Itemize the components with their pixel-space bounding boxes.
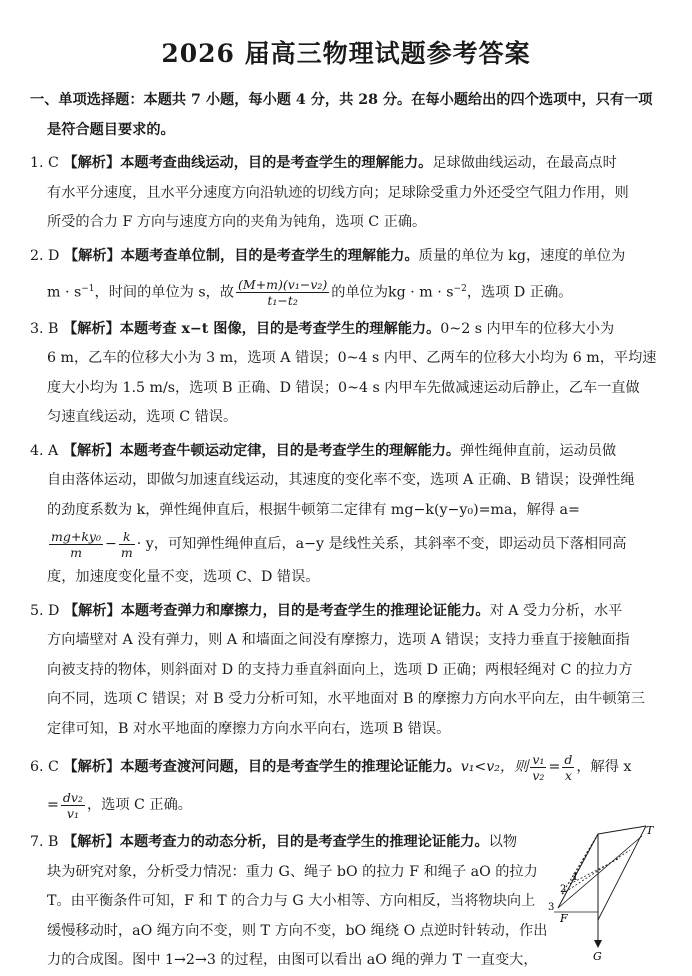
label-2: 2 [560,884,567,896]
label-1: 1 [572,872,579,884]
answer-2-fraction [236,277,329,308]
gravity-arrow [594,940,602,948]
answer-5-line3: 向被支持的物体，则斜面对 D 的支持力垂直斜面向上，选项 D 正确；两根轻绳对 C 的拉力方 [47,661,633,678]
answer-3-number: 3. B [30,320,59,337]
answer-2-unit-a: m · s [47,284,82,301]
label-3: 3 [548,902,555,914]
answer-3-topic: 本题考查 x−t 图像，目的是考查学生的理解能力。 [119,320,441,337]
answer-6-fraction-2-num: d [564,751,573,767]
answer-6-fraction-2-den: x [564,767,572,783]
answer-1-line1: 足球做曲线运动，在最高点时 [432,155,617,171]
answer-6-fraction-3-num: dv₂ [62,789,83,805]
answer-4-fraction-1-num: mg+ky₀ [51,528,101,544]
resultant-line [598,826,646,920]
parallel-line-3 [558,836,642,908]
answer-7-line1: 以物 [488,834,518,851]
answer-6-fraction-3 [61,790,85,821]
answer-5 [30,597,662,745]
answer-4-line1: 弹性绳伸直前，运动员做 [460,442,617,459]
answer-4-fraction-2-num: k [119,529,135,545]
answer-7-topic: 本题考查力的动态分析，目的是考查学生的推理论证能力。 [119,834,489,851]
answer-4-topic: 本题考查牛顿运动定律，目的是考查学生的理解能力。 [119,442,461,459]
answer-6-fraction-3-den: v₁ [66,805,79,821]
answer-5-line5: 定律可知，B 对水平地面的摩擦力方向水平向右，选项 B 错误。 [47,720,451,737]
answer-4-fraction-2 [119,529,135,560]
answer-7-tag: 【解析】 [63,834,120,851]
answer-5-tag: 【解析】 [63,602,121,619]
answer-3-tag: 【解析】 [63,320,120,337]
answer-2-exp-a: −1 [81,284,95,294]
answer-4-line4: · y，可知弹性绳伸直后，a−y 是线性关系，其斜率不变，即运动员下落相同高 [136,536,627,553]
answer-6-topic: 本题考查渡河问题，目的是考查学生的推理论证能力。 [120,759,461,776]
answer-6-equals-2: = [47,797,59,814]
label-T: T [646,824,654,838]
answer-2-text-b: ，时间的单位为 s，故 [94,284,235,301]
answer-6-fraction-1-num: v₁ [532,751,545,767]
answer-4-line2: 自由落体运动，即做匀加速直线运动，其速度的变化率不变，选项 A 正确、B 错误；设弹性绳 [47,472,635,489]
answer-5-line4: 向不同，选项 C 错误；对 B 受力分析可知，水平地面对 B 的摩擦力方向水平向左，由牛顿第三 [47,691,645,708]
answer-5-number: 5. D [30,602,60,619]
answer-6-text-c: ，选项 C 正确。 [86,797,192,814]
answer-2-fraction-num: (M+m)(v₁−v₂) [238,277,328,293]
answer-1-number: 1. C [30,155,59,171]
answer-3 [30,315,662,433]
answer-3-line2: 6 m，乙车的位移大小为 3 m，选项 A 错误；0~4 s 内甲、乙两车的位移大小均为 6 m，平均速 [47,350,657,367]
answer-2-text-d: ，选项 D 正确。 [466,284,573,301]
answer-7-line2: 块为研究对象，分析受力情况：重力 G、绳子 bO 的拉力 F 和绳子 aO 的拉力 [47,863,538,880]
answer-6-text-b: ，解得 x [576,759,632,776]
answer-3-line3: 度大小均为 1.5 m/s，选项 B 正确、D 错误；0~4 s 内甲车先做减速运动后静止，乙车一直做 [47,379,640,396]
answer-7 [30,824,662,976]
answer-4-line3: 的劲度系数为 k，弹性绳伸直后，根据牛顿第二定律有 mg−k(y−y₀)=ma，解得 a= [47,501,580,518]
answer-1-tag: 【解析】 [63,155,121,171]
answer-4 [30,437,662,593]
answer-2-fraction-den: t₁−t₂ [267,293,298,309]
answer-4-fraction-2-den: m [120,544,133,560]
force-diagram [548,824,658,964]
answer-5-line1: 对 A 受力分析，水平 [489,602,623,619]
answer-6-number: 6. C [30,759,59,776]
answer-3-line4: 匀速直线运动，选项 C 错误。 [47,409,238,426]
answer-4-fraction-1-den: m [70,544,82,560]
answer-4-line5: 度，加速度变化量不变，选项 C、D 错误。 [47,569,320,586]
answer-6-equals: = [548,759,561,776]
answer-4-minus: − [104,536,117,553]
page-title: 2026 届高三物理试题参考答案 [161,39,531,68]
answer-2-number: 2. D [30,247,60,264]
answer-6 [30,748,662,824]
force-F-line-3 [558,834,598,908]
section-heading-line2: 是符合题目要求的。 [47,121,175,138]
answer-1 [30,149,662,238]
answer-6-fraction-2 [562,752,574,783]
answer-2-tag: 【解析】 [63,247,121,264]
answer-4-tag: 【解析】 [62,442,120,459]
section-heading-line1: 一、单项选择题：本题共 7 小题，每小题 4 分，共 28 分。在每小题给出的四个选项中，只有一项 [30,92,653,108]
answer-2 [30,242,662,311]
answer-5-line2: 方向墙壁对 A 没有弹力，则 A 和墙面之间没有摩擦力，选项 A 错误；支持力垂直于接触面指 [47,632,630,649]
answer-2-topic: 本题考查单位制，目的是考查学生的理解能力。 [120,247,419,264]
answer-2-line1: 质量的单位为 kg，速度的单位为 [418,247,626,264]
tension-T-line [598,826,646,834]
answer-6-fraction-1-den: v₂ [532,767,545,783]
answer-4-number: 4. A [30,442,59,459]
label-F: F [560,912,568,926]
answer-2-exp-b: −2 [453,284,467,294]
section-heading [30,86,662,145]
answer-1-line3: 所受的合力 F 方向与速度方向的夹角为钝角，选项 C 正确。 [47,214,427,230]
label-G: G [593,950,602,964]
answer-6-text-a: v₁<v₂，则 [460,759,529,776]
answer-5-topic: 本题考查弹力和摩擦力，目的是考查学生的推理论证能力。 [120,602,490,619]
answer-1-topic: 本题考查曲线运动，目的是考查学生的理解能力。 [120,155,433,171]
answer-7-number: 7. B [30,834,59,851]
answer-7-line4: 缓慢移动时，aO 绳方向不变，则 T 方向不变，bO 绳绕 O 点逆时针转动，作出 [47,922,548,939]
answer-7-line5: 力的合成图。图中 1→2→3 的过程，由图可以看出 aO 绳的弹力 T 一直变大， [47,952,538,969]
answer-2-text-c: 的单位为kg · m · s [331,284,454,301]
answer-3-line1: 0~2 s 内甲车的位移大小为 [440,320,615,337]
answer-4-fraction-1 [49,529,103,560]
answer-1-line2: 有水平分速度，且水平分速度方向沿轨迹的切线方向；足球除受重力外还受空气阻力作用，则 [47,184,629,201]
answer-6-tag: 【解析】 [63,759,121,776]
answer-6-fraction-1 [530,752,546,783]
answer-7-line3: T。由平衡条件可知，F 和 T 的合力与 G 大小相等、方向相反，当将物块向上 [47,893,536,910]
